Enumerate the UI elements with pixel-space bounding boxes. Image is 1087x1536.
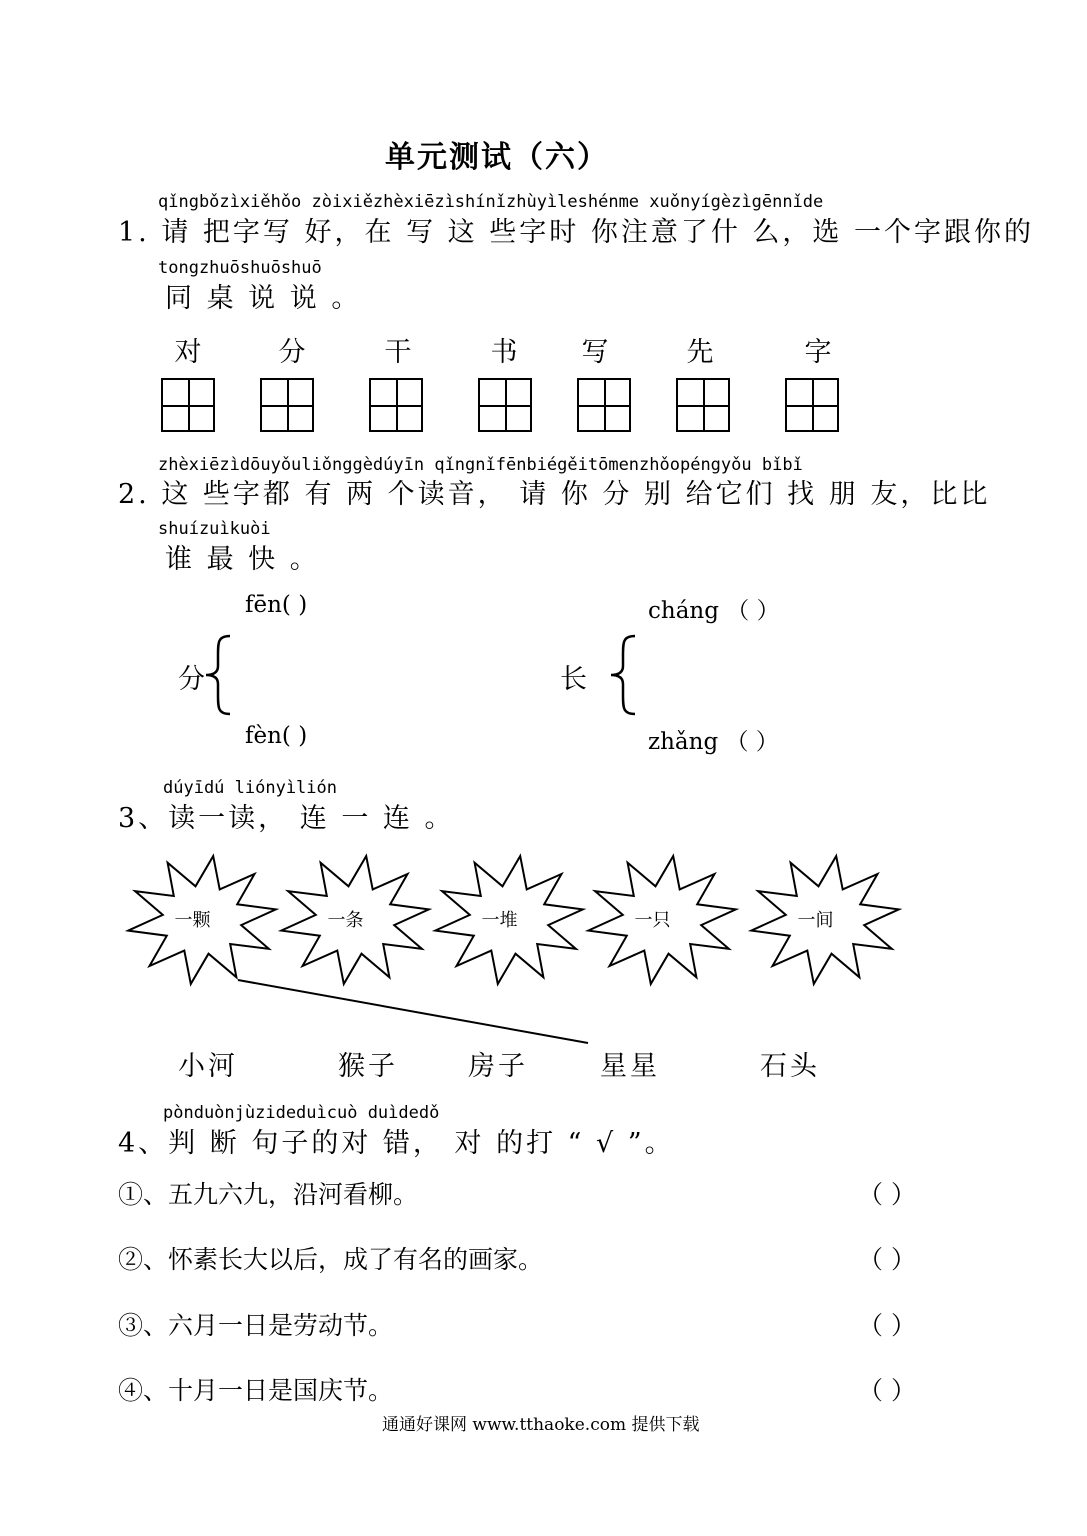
q3-noun[interactable]: 小河 <box>178 1051 238 1082</box>
right-brace-icon <box>605 632 641 718</box>
measure-word-label: 一堆 <box>481 910 518 931</box>
q3-noun[interactable]: 石头 <box>760 1051 820 1082</box>
q4-statement: ②、怀素长大以后，成了有名的画家。 <box>118 1245 544 1274</box>
footer-credit: 通通好课网 www.tthaoke.com 提供下载 <box>382 1415 700 1435</box>
q2-pinyin-line1: zhèxiēzìdōuyǒuliǒnggèdúyīn qǐngnǐfēnbiégěitōmenzhǒopéngyǒu bǐbǐ <box>158 455 803 475</box>
writing-grid-box[interactable] <box>260 378 314 432</box>
q1-char: 先 <box>686 337 714 368</box>
q1-char: 字 <box>804 337 832 368</box>
measure-word-burst[interactable] <box>125 850 280 990</box>
measure-word-label: 一间 <box>797 910 834 931</box>
q2-left-bottom-reading[interactable]: fèn( ) <box>245 723 308 749</box>
measure-word-burst[interactable] <box>585 850 740 990</box>
writing-grid-box[interactable] <box>478 378 532 432</box>
q4-statement: ④、十月一日是国庆节。 <box>118 1376 394 1405</box>
measure-word-label: 一颗 <box>174 910 211 931</box>
q3-pinyin: dúyīdú liónyìlión <box>163 778 337 798</box>
q2-right-top-reading[interactable]: cháng （ ） <box>648 598 780 624</box>
q1-char: 干 <box>384 337 412 368</box>
left-brace-icon <box>200 632 236 718</box>
measure-word-burst[interactable] <box>432 850 587 990</box>
q2-left-char: 分 <box>178 664 208 695</box>
measure-word-burst[interactable] <box>278 850 433 990</box>
q1-char: 分 <box>278 337 306 368</box>
q1-char: 书 <box>490 337 518 368</box>
q4-answer-paren[interactable]: （ ） <box>858 1245 916 1274</box>
q2-instruction-line1: 2. 这 些字都 有 两 个读音， 请 你 分 别 给它们 找 朋 友，比比 <box>118 479 991 510</box>
q1-char: 对 <box>174 337 202 368</box>
q4-statement: ③、六月一日是劳动节。 <box>118 1311 394 1340</box>
q1-instruction-line2: 同 桌 说 说 。 <box>165 283 362 314</box>
q1-char: 写 <box>581 337 609 368</box>
q3-noun[interactable]: 猴子 <box>338 1051 398 1082</box>
measure-word-burst[interactable] <box>748 850 903 990</box>
measure-word-label: 一条 <box>327 910 364 931</box>
q1-pinyin-line1: qǐngbǒzìxiěhǒo zòixiězhèxiēzìshínǐzhùyìleshénme xuǒnyígèzìgēnnǐde <box>158 192 824 212</box>
q2-pinyin-line2: shuízuìkuòi <box>158 519 271 539</box>
q3-noun[interactable]: 房子 <box>468 1051 528 1082</box>
q4-answer-paren[interactable]: （ ） <box>858 1180 916 1209</box>
writing-grid-box[interactable] <box>577 378 631 432</box>
measure-word-label: 一只 <box>634 910 671 931</box>
page-title: 单元测试（六） <box>385 140 609 175</box>
q4-instruction: 4、判 断 句子的对 错， 对 的打 “ √ ”。 <box>118 1128 675 1159</box>
q3-instruction: 3、读一读， 连 一 连 。 <box>118 803 455 834</box>
q4-pinyin: pònduònjùzideduìcuò duìdedǒ <box>163 1103 440 1123</box>
q1-pinyin-line2: tongzhuōshuōshuō <box>158 258 322 278</box>
q4-answer-paren[interactable]: （ ） <box>858 1311 916 1340</box>
q3-noun[interactable]: 星星 <box>600 1051 660 1082</box>
q1-instruction-line1: 1. 请 把字写 好，在 写 这 些字时 你注意了什 么，选 一个字跟你的 <box>118 217 1035 248</box>
q4-statement: ①、五九六九，沿河看柳。 <box>118 1180 419 1209</box>
q2-left-top-reading[interactable]: fēn( ) <box>245 592 308 618</box>
writing-grid-box[interactable] <box>161 378 215 432</box>
writing-grid-box[interactable] <box>785 378 839 432</box>
q2-right-char: 长 <box>560 664 590 695</box>
q4-answer-paren[interactable]: （ ） <box>858 1376 916 1405</box>
writing-grid-box[interactable] <box>676 378 730 432</box>
q2-right-bottom-reading[interactable]: zhǎng （ ） <box>648 729 779 755</box>
q2-instruction-line2: 谁 最 快 。 <box>165 544 320 575</box>
writing-grid-box[interactable] <box>369 378 423 432</box>
